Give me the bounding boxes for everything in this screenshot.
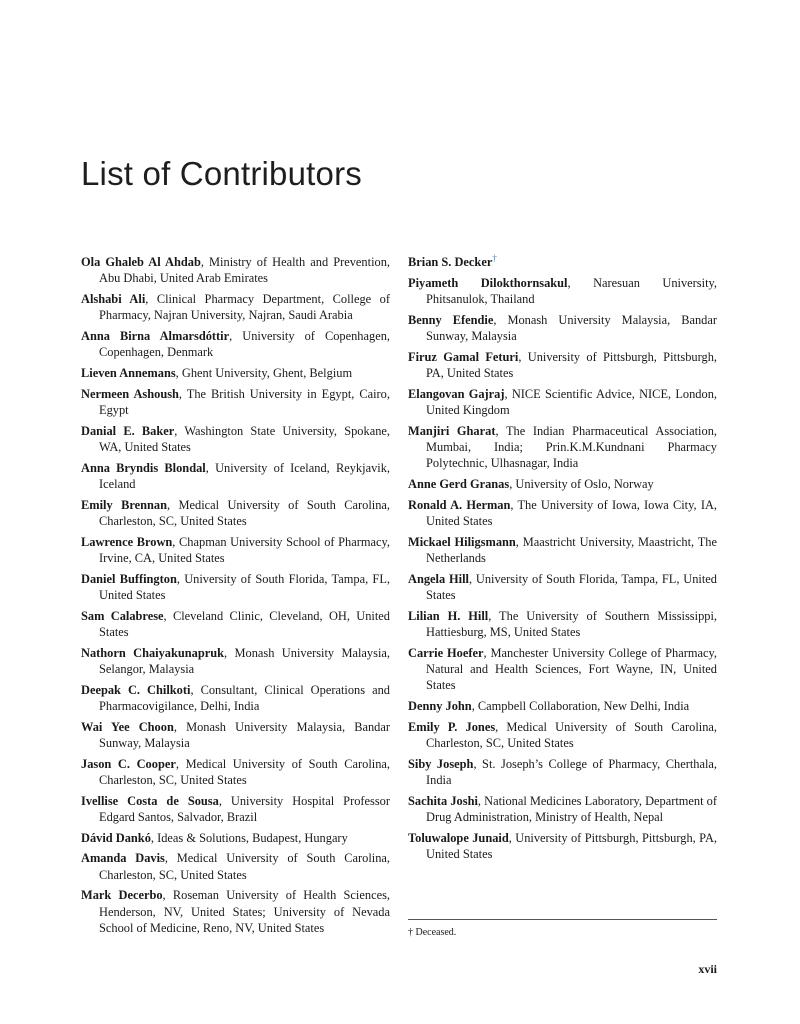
contributor-affiliation: , Manchester University College of Pharmacy, Natural and Health Sciences, Fort Wayne, IN, United States — [426, 645, 717, 693]
contributor-entry — [408, 645, 717, 694]
contributors-column-left — [81, 254, 390, 941]
contributor-affiliation: , Washington State University, Spokane, WA, United States — [99, 423, 390, 454]
dagger-mark: † — [492, 252, 497, 263]
contributor-name: Dávid Dankó — [81, 830, 151, 845]
contributor-entry — [408, 386, 717, 419]
contributor-name: Jason C. Cooper — [81, 756, 176, 771]
contributor-name: Brian S. Decker — [408, 255, 493, 269]
contributor-name: Anna Birna Almarsdóttir — [81, 329, 230, 343]
contributor-affiliation: , The British University in Egypt, Cairo, Egypt — [99, 386, 390, 417]
contributor-affiliation: , Ministry of Health and Prevention, Abu Dhabi, United Arab Emirates — [99, 255, 390, 286]
contributor-affiliation: , Cleveland Clinic, Cleveland, OH, United States — [99, 608, 390, 639]
contributor-entry — [408, 312, 717, 345]
page-number: xvii — [698, 962, 717, 976]
contributor-entry — [81, 534, 390, 567]
contributor-name: Wai Yee Choon — [81, 719, 174, 734]
contributor-entry — [81, 830, 390, 846]
contributor-name: Carrie Hoefer — [408, 645, 484, 660]
contributor-affiliation: , University of Iceland, Reykjavik, Iceland — [99, 460, 390, 491]
contributor-name: Anna Bryndis Blondal — [81, 460, 206, 475]
contributor-affiliation: , The Indian Pharmaceutical Association, Mumbai, India; Prin.K.M.Kundnani Pharmacy Polytechnic, Ulhasnagar, India — [426, 423, 717, 471]
footnote: † Deceased. — [408, 927, 457, 938]
contributor-name: Lilian H. Hill — [408, 608, 489, 623]
contributor-name: Emily P. Jones — [408, 719, 496, 734]
contributor-entry — [408, 476, 717, 492]
contributor-affiliation: , Clinical Pharmacy Department, College of Pharmacy, Najran University, Najran, Saudi Arabia — [99, 292, 390, 323]
contributor-name: Siby Joseph — [408, 756, 474, 771]
contributor-affiliation: , University of South Florida, Tampa, FL, United States — [99, 571, 390, 602]
contributor-entry — [81, 365, 390, 381]
contributor-entry — [408, 423, 717, 472]
contributor-affiliation: , University of South Florida, Tampa, FL, United States — [426, 571, 717, 602]
contributor-name: Ola Ghaleb Al Ahdab — [81, 255, 201, 269]
contributor-name: Manjiri Gharat — [408, 423, 496, 438]
contributor-entry — [81, 497, 390, 530]
contributor-affiliation: , University Hospital Professor Edgard Santos, Salvador, Brazil — [99, 793, 390, 824]
contributor-affiliation: , The University of Iowa, Iowa City, IA, United States — [426, 497, 717, 528]
contributor-affiliation: , Ideas & Solutions, Budapest, Hungary — [150, 830, 348, 845]
contributor-name: Mickael Hiligsmann — [408, 534, 516, 549]
contributor-affiliation: , National Medicines Laboratory, Department of Drug Administration, Ministry of Health, Nepal — [426, 793, 717, 824]
contributor-entry — [81, 571, 390, 604]
contributor-name: Benny Efendie — [408, 312, 494, 327]
contributor-entry — [408, 608, 717, 641]
contributors-column-right — [408, 254, 717, 867]
contributor-affiliation: , Maastricht University, Maastricht, The Netherlands — [426, 534, 717, 565]
contributor-entry — [81, 793, 390, 826]
contributor-name: Lawrence Brown — [81, 534, 173, 549]
contributor-affiliation: , Medical University of South Carolina, Charleston, SC, United States — [426, 719, 717, 750]
contributor-name: Sachita Joshi — [408, 793, 478, 808]
contributor-name: Nermeen Ashoush — [81, 386, 179, 401]
contributor-name: Amanda Davis — [81, 851, 165, 866]
contributor-entry — [81, 887, 390, 936]
contributor-name: Lieven Annemans — [81, 366, 176, 380]
contributor-entry — [81, 682, 390, 715]
contributor-affiliation: , The University of Southern Mississippi, Hattiesburg, MS, United States — [426, 608, 717, 639]
contributor-name: Toluwalope Junaid — [408, 830, 509, 845]
page-title: List of Contributors — [81, 155, 362, 192]
contributor-affiliation: , Consultant, Clinical Operations and Pharmacovigilance, Delhi, India — [99, 682, 390, 713]
contributor-entry — [408, 571, 717, 604]
contributor-name: Angela Hill — [408, 571, 469, 586]
contributor-affiliation: , University of Pittsburgh, Pittsburgh, PA, United States — [426, 349, 717, 380]
contributor-affiliation: , Roseman University of Health Sciences, Henderson, NV, United States; University of Nevada School of Medicine, Reno, NV, United States — [99, 888, 390, 935]
contributor-entry — [81, 423, 390, 456]
contributor-name: Ivellise Costa de Sousa — [81, 793, 219, 808]
contributor-entry — [81, 254, 390, 287]
contributor-affiliation: , University of Oslo, Norway — [509, 477, 654, 491]
contributor-entry — [408, 793, 717, 826]
contributor-entry — [81, 328, 390, 361]
contributor-affiliation: , University of Pittsburgh, Pittsburgh, PA, United States — [426, 830, 717, 861]
contributor-entry — [408, 719, 717, 752]
contributor-entry — [81, 645, 390, 678]
contributor-entry — [81, 291, 390, 324]
contributor-affiliation: , Naresuan University, Phitsanulok, Thailand — [426, 275, 717, 306]
contributor-name: Emily Brennan — [81, 497, 167, 512]
contributor-name: Ronald A. Herman — [408, 497, 511, 512]
contributor-affiliation: , Medical University of South Carolina, Charleston, SC, United States — [99, 497, 390, 528]
contributor-affiliation: , Medical University of South Carolina, Charleston, SC, United States — [99, 851, 390, 882]
contributor-affiliation: , Chapman University School of Pharmacy, Irvine, CA, United States — [99, 534, 390, 565]
contributor-name: Piyameth Dilokthornsakul — [408, 275, 568, 290]
contributor-affiliation: , Ghent University, Ghent, Belgium — [175, 366, 353, 380]
contributor-name: Nathorn Chaiyakunapruk — [81, 645, 225, 660]
contributor-affiliation: , Monash University Malaysia, Bandar Sunway, Malaysia — [426, 312, 717, 343]
contributor-affiliation: , Monash University Malaysia, Selangor, Malaysia — [99, 645, 390, 676]
contributor-entry — [81, 756, 390, 789]
contributor-name: Alshabi Ali — [81, 292, 146, 306]
contributor-name: Mark Decerbo — [81, 888, 163, 903]
contributor-entry — [408, 756, 717, 789]
contributor-name: Anne Gerd Granas — [408, 477, 510, 491]
contributor-name: Sam Calabrese — [81, 608, 164, 623]
contributor-affiliation: , Monash University Malaysia, Bandar Sunway, Malaysia — [99, 719, 390, 750]
contributor-entry — [408, 349, 717, 382]
contributor-affiliation: , University of Copenhagen, Copenhagen, Denmark — [99, 329, 390, 360]
contributor-name: Firuz Gamal Feturi — [408, 349, 519, 364]
footnote-divider — [408, 919, 717, 920]
contributor-name: Daniel Buffington — [81, 571, 177, 586]
contributor-entry — [408, 534, 717, 567]
contributor-affiliation: , Campbell Collaboration, New Delhi, India — [471, 699, 690, 713]
contributor-entry — [81, 850, 390, 883]
contributor-name: Danial E. Baker — [81, 423, 175, 438]
contributor-affiliation: , NICE Scientific Advice, NICE, London, United Kingdom — [426, 386, 717, 417]
contributor-entry — [81, 608, 390, 641]
contributor-entry — [81, 386, 390, 419]
contributor-affiliation: , St. Joseph’s College of Pharmacy, Cherthala, India — [426, 756, 717, 787]
contributor-entry — [408, 698, 717, 714]
contributor-name: Deepak C. Chilkoti — [81, 682, 191, 697]
contributor-entry — [81, 460, 390, 493]
contributor-name: Denny John — [408, 699, 472, 713]
contributor-name: Elangovan Gajraj — [408, 386, 505, 401]
contributor-entry — [408, 254, 717, 270]
contributor-entry — [408, 830, 717, 863]
contributor-entry — [81, 719, 390, 752]
contributor-affiliation: , Medical University of South Carolina, Charleston, SC, United States — [99, 756, 390, 787]
contributor-entry — [408, 275, 717, 308]
contributor-entry — [408, 497, 717, 530]
